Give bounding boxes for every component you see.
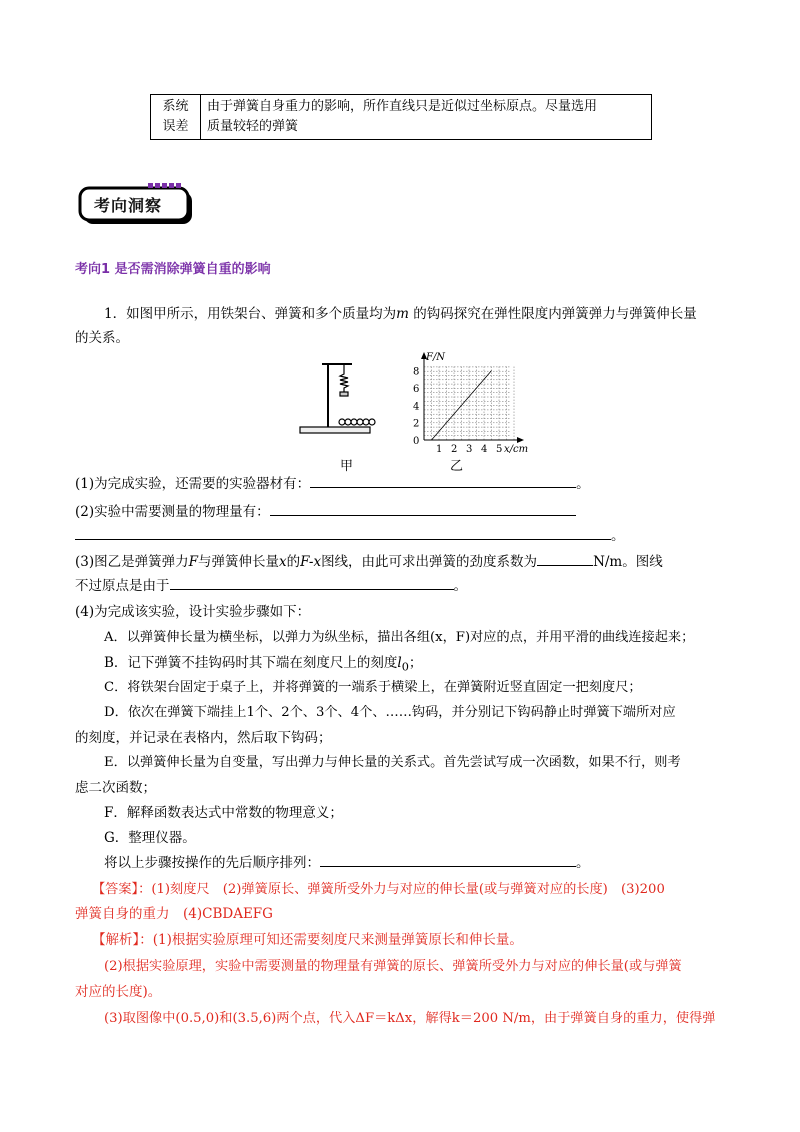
error-table (150, 94, 652, 140)
x-arrow-icon (517, 437, 524, 443)
answer-line: 弹簧自身的重力 (4)CBDAEFG (75, 906, 273, 922)
experiment-figure (300, 352, 529, 472)
order-line (104, 853, 590, 873)
text: 。 (453, 578, 467, 594)
text: N/m。图线 (593, 554, 663, 570)
var-m: m (396, 306, 409, 322)
row-label-line: 系统 (162, 99, 189, 114)
subscript: 0 (401, 660, 409, 674)
answer-blank[interactable] (320, 853, 576, 867)
text: B．记下弹簧不挂钩码时其下端在刻度尺上的刻度 (104, 655, 398, 671)
answer-blank[interactable] (537, 552, 593, 566)
text: 不过原点是由于 (75, 578, 170, 594)
row-text-line: 由于弹簧自身重力的影响，所作直线只是近似过坐标原点。尽量选用 (207, 99, 598, 114)
answer-blank[interactable] (310, 474, 576, 488)
text: 1．如图甲所示，用铁架台、弹簧和多个质量均为 (104, 306, 397, 322)
step-d-cont: 的刻度，并记录在表格内，然后取下钩码； (75, 730, 332, 746)
y-tick-label: 4 (413, 401, 420, 413)
step-b (104, 653, 422, 678)
part-1 (75, 474, 590, 494)
x-tick-label: 5 (496, 444, 503, 455)
figure-label-b: 乙 (450, 459, 464, 474)
text: 。 (576, 476, 590, 492)
text: 的钩码探究在弹性限度内弹簧弹力与弹簧伸长量 (408, 306, 697, 322)
y-tick-label: 0 (413, 436, 420, 447)
table-row-text (201, 95, 652, 140)
text: 将以上步骤按操作的先后顺序排列： (104, 855, 320, 871)
answer-line: 【答案】：(1)刻度尺 (2)弹簧原长、弹簧所受外力与对应的伸长量(或与弹簧对应的长度) (3)200 (92, 882, 665, 897)
part-4: (4)为完成该实验，设计实验步骤如下： (75, 604, 311, 620)
text: 与弹簧伸长量 (198, 554, 279, 570)
text: 的 (286, 554, 301, 570)
fx-graph (413, 352, 528, 455)
part-3 (75, 552, 663, 572)
row-label-line: 误差 (162, 119, 189, 134)
step-e: E．以弹簧伸长量为自变量，写出弹力与伸长量的关系式。首先尝试写成一次函数，如果不行，则考 (104, 755, 681, 770)
step-a: A．以弹簧伸长量为横坐标，以弹力为纵坐标，描出各组(x，F)对应的点，并用平滑的曲线连接起来； (104, 630, 695, 645)
row-text-line: 质量较轻的弹簧 (207, 119, 299, 134)
part-3-cont (75, 576, 467, 596)
table-row-label (151, 95, 201, 140)
var-l: l (397, 655, 402, 671)
analysis-line: 【解析】：(1)根据实验原理可知还需要刻度尺来测量弹簧原长和伸长量。 (92, 932, 523, 948)
text: (3)图乙是弹簧弹力 (75, 554, 189, 570)
badge-label: 考向洞察 (94, 196, 163, 215)
x-axis-label: x/cm (504, 444, 529, 455)
question-line: 的关系。 (75, 330, 129, 346)
part-2-cont (75, 526, 625, 546)
text: 图线，由此可求出弹簧的劲度系数为 (321, 554, 538, 570)
answer-blank[interactable] (75, 526, 611, 540)
iron-stand-icon (300, 364, 375, 433)
y-tick-label: 2 (413, 418, 420, 430)
var-F: F (188, 554, 198, 570)
question-line (104, 304, 697, 324)
x-tick-label: 2 (451, 444, 458, 455)
step-e-cont: 虑二次函数； (75, 780, 156, 796)
text: (2)实验中需要测量的物理量有： (75, 504, 270, 520)
part-2 (75, 502, 576, 522)
y-axis-label: F/N (426, 352, 446, 363)
analysis-line: (2)根据实验原理，实验中需要测量的物理量有弹簧的原长、弹簧所受外力与对应的伸长量(或与弹簧 (104, 959, 682, 974)
table-row (151, 95, 652, 140)
answer-blank[interactable] (270, 502, 576, 516)
step-f: F．解释函数表达式中常数的物理意义； (104, 805, 343, 821)
analysis-line: (3)取图像中(0.5,0)和(3.5,6)两个点，代入ΔF＝kΔx，解得k＝200 N/m，由于弹簧自身的重力，使得弹 (104, 1011, 716, 1026)
step-g: G．整理仪器。 (104, 830, 196, 846)
section-heading: 考向1 是否需消除弹簧自重的影响 (75, 262, 271, 277)
text: 。 (576, 855, 590, 871)
figure-label-a: 甲 (340, 459, 354, 474)
x-tick-label: 1 (436, 444, 443, 455)
x-tick-label: 3 (466, 444, 473, 455)
step-d: D．依次在弹簧下端挂上1个、2个、3个、4个、……钩码，并分别记下钩码静止时弹簧下端所对应 (104, 705, 676, 720)
answer-blank[interactable] (170, 576, 454, 590)
y-tick-label: 8 (413, 366, 420, 378)
step-c: C．将铁架台固定于桌子上，并将弹簧的一端系于横梁上，在弹簧附近竖直固定一把刻度尺； (104, 680, 642, 695)
var-x: x (279, 554, 287, 570)
text: (1)为完成实验，还需要的实验器材有： (75, 476, 311, 492)
text: 。 (611, 528, 625, 544)
analysis-line: 对应的长度)。 (75, 984, 162, 1000)
x-tick-label: 4 (481, 444, 488, 455)
y-tick-label: 6 (413, 384, 420, 395)
var-Fx: F-x (300, 554, 322, 570)
text: ； (408, 655, 423, 671)
